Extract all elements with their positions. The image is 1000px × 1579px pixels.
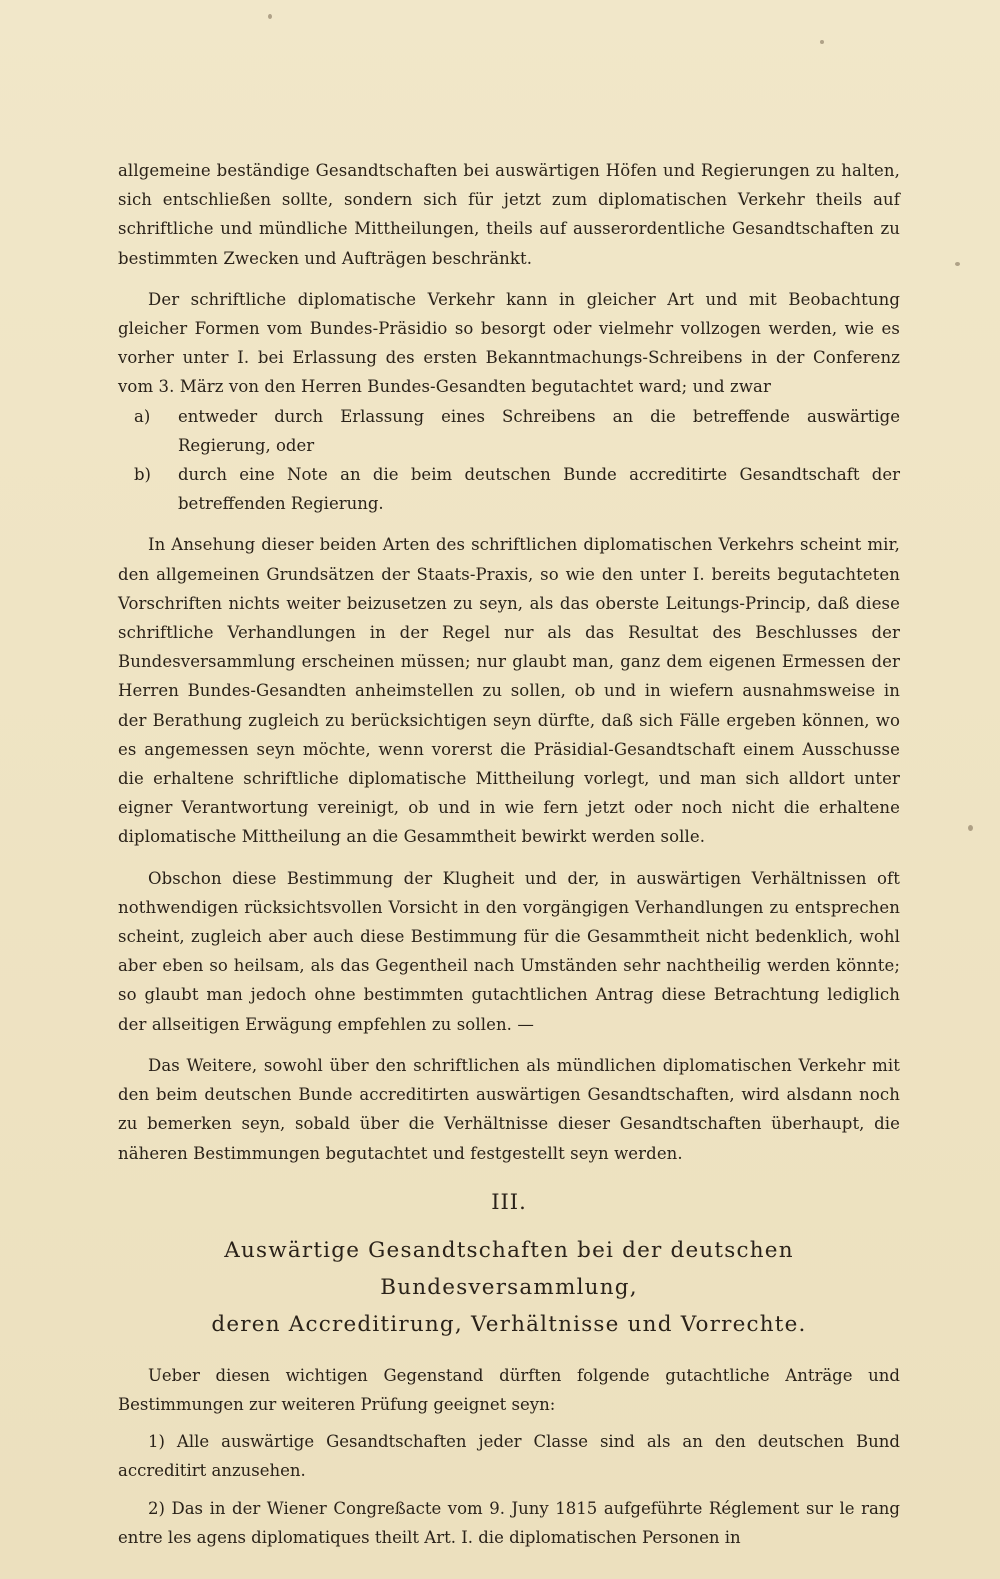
numbered-item: 1) Alle auswärtige Gesandtschaften jeder Classe sind als an den deutschen Bund accreditirt anzusehen. xyxy=(118,1432,900,1481)
ink-speck xyxy=(268,14,272,19)
section-number: III. xyxy=(491,1189,527,1214)
body-text xyxy=(118,156,900,1552)
paragraph: allgemeine beständige Gesandtschaften bei auswärtigen Höfen und Regierungen zu halten, sich entschließen sollte, sondern sich für jetzt zum diplomatischen Verkehr theils auf schriftliche und mündliche Mittheilungen, theils auf ausserordentliche Gesandtschaften zu bestimmten Zwecken und Aufträgen beschränkt. xyxy=(118,161,900,268)
list-item xyxy=(118,460,900,518)
ink-speck xyxy=(955,262,960,266)
section-heading-line: deren Accreditirung, Verhältnisse und Vorrechte. xyxy=(211,1311,807,1337)
section-heading-line: Auswärtige Gesandtschaften bei der deutschen Bundesversammlung, xyxy=(224,1237,794,1300)
numbered-item: 2) Das in der Wiener Congreßacte vom 9. Juny 1815 aufgeführte Réglement sur le rang entre les agens diplomatiques theilt Art. I. die diplomatischen Personen in xyxy=(118,1498,900,1547)
section-heading xyxy=(118,1232,900,1343)
paragraph: In Ansehung dieser beiden Arten des schriftlichen diplomatischen Verkehrs scheint mir, den allgemeinen Grundsätzen der Staats-Praxis, so wie den unter I. bereits begutachteten Vorschriften nichts weiter beizusetzen zu seyn, als das oberste Leitungs-Princip, daß diese schriftliche Verhandlungen in der Regel nur als das Resultat des Beschlusses der Bundesversammlung erscheinen müssen; nur glaubt man, ganz dem eigenen Ermessen der Herren Bundes-Gesandten anheimstellen zu sollen, ob und in wiefern ausnahmsweise in der Berathung zugleich zu berücksichtigen seyn dürfte, daß sich Fälle ergeben können, wo es angemessen seyn möchte, wenn vorerst die Präsidial-Gesandtschaft einem Ausschusse die erhaltene schriftliche diplomatische Mittheilung vorlegt, und man sich alldort unter eigner Verantwortung vereinigt, ob und in wie fern jetzt oder noch nicht die erhaltene diplomatische Mittheilung an die Gesammtheit bewirkt werden solle. xyxy=(118,535,900,847)
paragraph: Der schriftliche diplomatische Verkehr kann in gleicher Art und mit Beobachtung gleicher Formen vom Bundes-Präsidio so besorgt oder vielmehr vollzogen werden, wie es vorher unter I. bei Erlassung des ersten Bekanntmachungs-Schreibens in der Conferenz vom 3. März von den Herren Bundes-Gesandten begutachtet ward; und zwar xyxy=(118,289,900,397)
list-item xyxy=(118,402,900,460)
list-text: entweder durch Erlassung eines Schreibens an die betreffende auswärtige Regierung, oder xyxy=(178,406,900,455)
list-text: durch eine Note an die beim deutschen Bunde accreditirte Gesandtschaft der betreffenden Regierung. xyxy=(178,465,900,514)
ink-speck xyxy=(820,40,824,44)
paragraph: Das Weitere, sowohl über den schriftlichen als mündlichen diplomatischen Verkehr mit den beim deutschen Bunde accreditirten auswärtigen Gesandtschaften, wird alsdann noch zu bemerken seyn, sobald über die Verhältnisse dieser Gesandtschaften überhaupt, die näheren Bestimmungen begutachtet und festgestellt seyn werden. xyxy=(118,1055,900,1163)
list-marker: b) xyxy=(134,465,151,485)
ink-speck xyxy=(968,825,973,831)
paragraph: Ueber diesen wichtigen Gegenstand dürften folgende gutachtliche Anträge und Bestimmungen zur weiteren Prüfung geeignet seyn: xyxy=(118,1365,900,1414)
list-marker: a) xyxy=(134,406,151,426)
paragraph: Obschon diese Bestimmung der Klugheit und der, in auswärtigen Verhältnissen oft nothwendigen rücksichtsvollen Vorsicht in den vorgängigen Verhandlungen zu entsprechen scheint, zugleich aber auch diese Bestimmung für die Gesammtheit nicht bedenklich, wohl aber eben so heilsam, als das Gegentheil nach Umständen sehr nachtheilig werden könnte; so glaubt man jedoch ohne bestimmten gutachtlichen Antrag diese Betrachtung lediglich der allseitigen Erwägung empfehlen zu sollen. — xyxy=(118,868,900,1034)
